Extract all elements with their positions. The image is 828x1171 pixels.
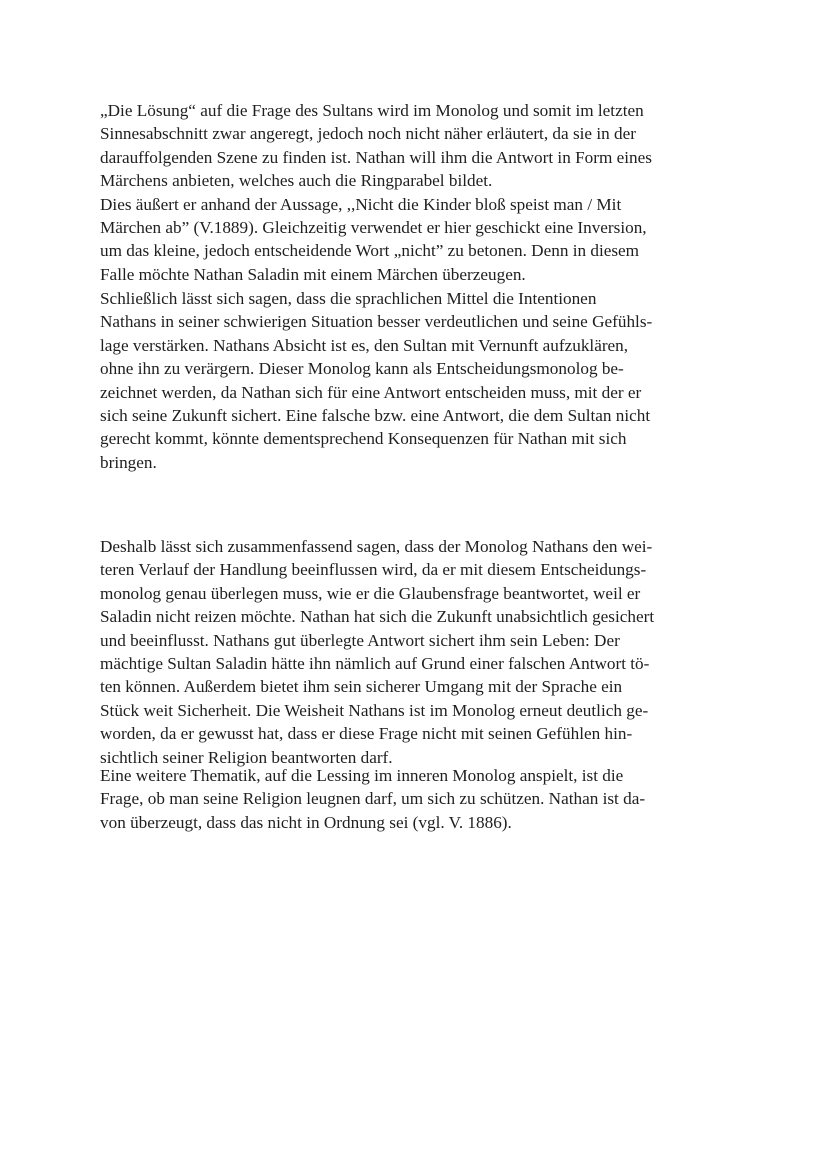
text-line: um das kleine, jedoch entscheidende Wort „nicht” zu betonen. Denn in diesem <box>100 241 640 261</box>
text-line: gerecht kommt, könnte dementsprechend Konsequenzen für Nathan mit sich <box>100 429 627 449</box>
text-line: Märchens anbieten, welches auch die Ringparabel bildet. <box>100 171 493 191</box>
text-line: Märchen ab” (V.1889). Gleichzeitig verwendet er hier geschickt eine Inversion, <box>100 218 647 238</box>
text-line: „Die Lösung“ auf die Frage des Sultans wird im Monolog und somit im letzten <box>100 101 644 120</box>
paragraph-zusammenfassung <box>100 535 730 769</box>
text-line: Dies äußert er anhand der Aussage, ,,Nicht die Kinder bloß speist man / Mit <box>100 194 622 214</box>
paragraph-loesung-maerchen <box>100 99 730 286</box>
text-line: teren Verlauf der Handlung beeinflussen wird, da er mit diesem Entscheidungs- <box>100 560 647 580</box>
text-line: monolog genau überlegen muss, wie er die Glaubensfrage beantwortet, weil er <box>100 583 641 603</box>
text-line: Deshalb lässt sich zusammenfassend sagen, dass der Monolog Nathans den wei- <box>100 537 653 556</box>
text-line: zeichnet werden, da Nathan sich für eine Antwort entscheiden muss, mit der er <box>100 382 642 402</box>
text-line: Stück weit Sicherheit. Die Weisheit Nathans ist im Monolog erneut deutlich ge- <box>100 700 649 720</box>
text-line: Schließlich lässt sich sagen, dass die sprachlichen Mittel die Intentionen <box>100 289 597 308</box>
text-line: von überzeugt, dass das nicht in Ordnung sei (vgl. V. 1886). <box>100 812 512 832</box>
text-line: worden, da er gewusst hat, dass er diese Frage nicht mit seinen Gefühlen hin- <box>100 724 633 744</box>
text-line: Eine weitere Thematik, auf die Lessing im inneren Monolog anspielt, ist die <box>100 766 624 785</box>
text-line: lage verstärken. Nathans Absicht ist es, den Sultan mit Vernunft aufzuklären, <box>100 335 629 355</box>
text-line: darauffolgenden Szene zu finden ist. Nathan will ihm die Antwort in Form eines <box>100 147 652 167</box>
paragraph-weitere-thematik <box>100 764 730 834</box>
text-line: Saladin nicht reizen möchte. Nathan hat sich die Zukunft unabsichtlich gesichert <box>100 607 655 627</box>
text-line: ohne ihn zu verärgern. Dieser Monolog kann als Entscheidungsmonolog be- <box>100 359 624 379</box>
text-line: ten können. Außerdem bietet ihm sein sicherer Umgang mit der Sprache ein <box>100 677 623 697</box>
text-line: sichtlich seiner Religion beantworten darf. <box>100 747 393 767</box>
text-line: Falle möchte Nathan Saladin mit einem Märchen überzeugen. <box>100 264 526 284</box>
text-line: und beeinflusst. Nathans gut überlegte Antwort sichert ihm sein Leben: Der <box>100 630 620 650</box>
text-line: Sinnesabschnitt zwar angeregt, jedoch noch nicht näher erläutert, da sie in der <box>100 124 636 144</box>
text-line: mächtige Sultan Saladin hätte ihn nämlich auf Grund einer falschen Antwort tö- <box>100 654 650 674</box>
text-line: bringen. <box>100 452 157 472</box>
text-line: Nathans in seiner schwierigen Situation besser verdeutlichen und seine Gefühls- <box>100 312 653 332</box>
text-line: Frage, ob man seine Religion leugnen darf, um sich zu schützen. Nathan ist da- <box>100 789 646 809</box>
paragraph-sprachliche-mittel <box>100 287 730 474</box>
text-line: sich seine Zukunft sichert. Eine falsche bzw. eine Antwort, die dem Sultan nicht <box>100 406 651 426</box>
